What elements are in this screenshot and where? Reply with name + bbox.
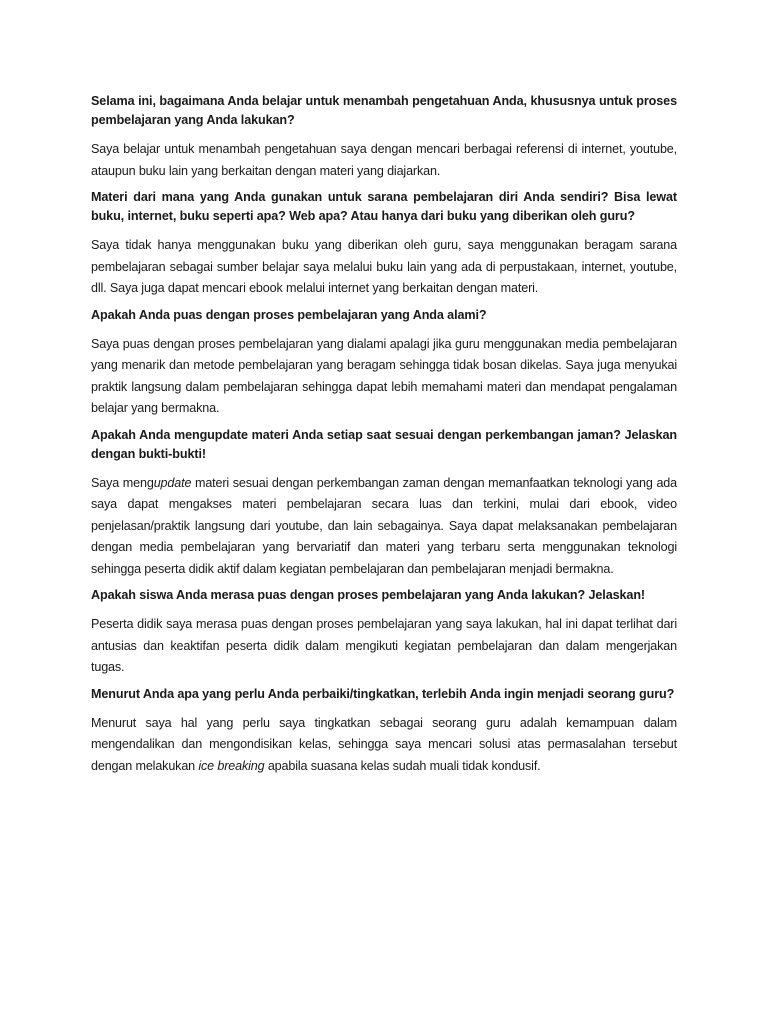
qa-section-6	[91, 685, 677, 778]
answer-4	[91, 473, 677, 581]
qa-section-5	[91, 586, 677, 679]
answer-text: Saya belajar untuk menambah pengetahuan saya dengan mencari berbagai referensi di internet, youtube, ataupun buku lain yang berkaitan dengan materi yang diajarkan.	[91, 142, 677, 178]
answer-1	[91, 139, 677, 182]
answer-text-italic: update	[153, 475, 192, 490]
question-4: Apakah Anda mengupdate materi Anda setiap saat sesuai dengan perkembangan jaman? Jelaskan dengan bukti-bukti!	[91, 427, 677, 461]
answer-text: Peserta didik saya merasa puas dengan proses pembelajaran yang saya lakukan, hal ini dapat terlihat dari antusias dan keaktifan peserta didik dalam mengikuti kegiatan pembelajaran dan dalam mengerjakan tugas.	[91, 617, 677, 674]
answer-5	[91, 614, 677, 679]
answer-text: apabila suasana kelas sudah muali tidak kondusif.	[264, 758, 541, 773]
qa-section-1	[91, 92, 677, 182]
question-6: Menurut Anda apa yang perlu Anda perbaiki/tingkatkan, terlebih Anda ingin menjadi seorang guru?	[91, 686, 675, 701]
qa-section-4	[91, 426, 677, 581]
question-5: Apakah siswa Anda merasa puas dengan proses pembelajaran yang Anda lakukan? Jelaskan!	[91, 588, 646, 602]
answer-2	[91, 235, 677, 300]
document-page	[91, 92, 677, 783]
answer-text: Saya tidak hanya menggunakan buku yang diberikan oleh guru, saya menggunakan beragam sarana pembelajaran sebagai sumber belajar saya melalui buku lain yang ada di perpustakaan, internet, youtube, dll. Saya juga dapat mencari ebook melalui internet yang berkaitan dengan materi.	[91, 238, 677, 295]
answer-text: Saya meng	[91, 475, 154, 490]
answer-3	[91, 334, 677, 420]
answer-6	[91, 713, 677, 778]
answer-text: Menurut saya hal yang perlu saya tingkatkan sebagai seorang guru adalah kemampuan dalam mengendalikan dan mengondisikan kelas, sehingga saya mencari solusi atas permasalahan tersebut dengan melakukan	[91, 715, 677, 773]
question-3: Apakah Anda puas dengan proses pembelajaran yang Anda alami?	[91, 307, 487, 322]
answer-text: materi sesuai dengan perkembangan zaman dengan memanfaatkan teknologi yang ada saya dapat mengakses materi pembelajaran secara luas dan terkini, mulai dari ebook, video penjelasan/praktik langsung dari youtube, dan lain sebagainya. Saya dapat melaksanakan pembelajaran dengan media pembelajaran yang bervariatif dan materi yang terbaru serta menggunakan teknologi sehingga peserta didik aktif dalam kegiatan pembelajaran dan pembelajaran menjadi bermakna.	[91, 475, 678, 576]
question-2: Materi dari mana yang Anda gunakan untuk sarana pembelajaran diri Anda sendiri? Bisa lewat buku, internet, buku seperti apa? Web apa? Atau hanya dari buku yang diberikan oleh guru?	[91, 190, 677, 223]
qa-section-2	[91, 188, 677, 300]
qa-section-3	[91, 306, 677, 420]
answer-text: Saya puas dengan proses pembelajaran yang dialami apalagi jika guru menggunakan media pembelajaran yang menarik dan metode pembelajaran yang beragam sehingga tidak bosan dikelas. Saya juga menyukai praktik langsung dalam pembelajaran sehingga dapat lebih memahami materi dan mendapat pengalaman belajar yang bermakna.	[91, 336, 677, 415]
answer-text-italic: ice breaking	[198, 758, 265, 773]
question-1: Selama ini, bagaimana Anda belajar untuk menambah pengetahuan Anda, khususnya untuk proses pembelajaran yang Anda lakukan?	[91, 94, 677, 127]
